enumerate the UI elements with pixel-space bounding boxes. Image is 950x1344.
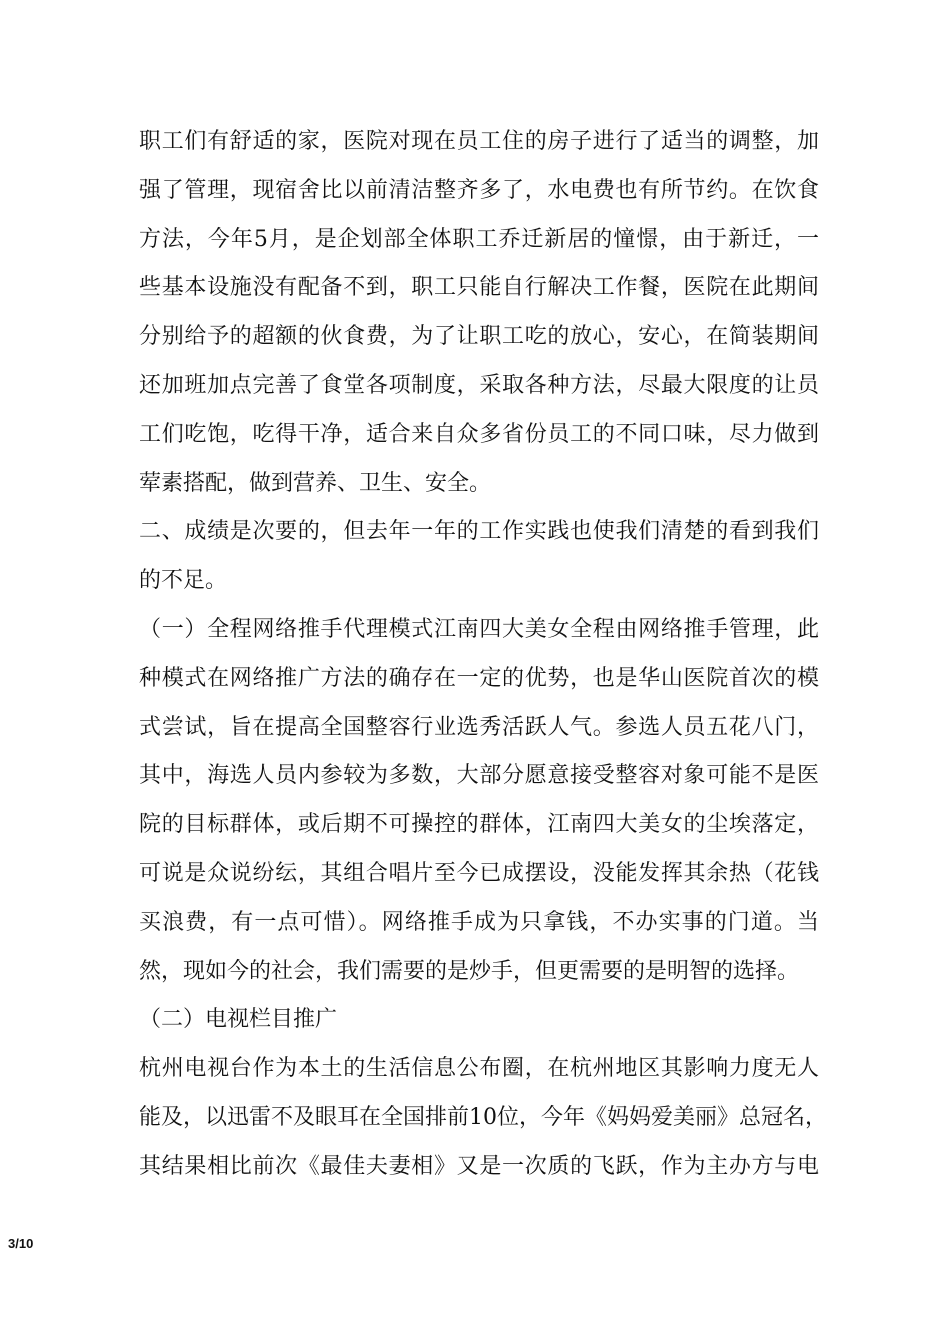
page-number: 3/10 [8,1236,34,1251]
document-body [139,118,827,1192]
text-line: 荤素搭配，做到营养、卫生、安全。 [139,470,492,496]
text-line: （一）全程网络推手代理模式江南四大美女全程由网络推手管理，此 [139,616,819,642]
text-line: 杭州电视台作为本土的生活信息公布圈，在杭州地区其影响力度无人 [139,1056,819,1082]
text-line: 职工们有舒适的家，医院对现在员工住的房子进行了适当的调整，加 [139,129,819,154]
text-line: 可说是众说纷纭，其组合唱片至今已成摆设，没能发挥其余热（花钱 [139,860,819,886]
text-line: 强了管理，现宿舍比以前清洁整齐多了，水电费也有所节约。在饮食 [139,177,819,203]
text-line: 然，现如今的社会，我们需要的是炒手，但更需要的是明智的选择。 [139,958,800,984]
text-line: 能及，以迅雷不及眼耳在全国排前10位，今年《妈妈爱美丽》总冠名， [139,1104,827,1130]
text-line: 的不足。 [139,568,228,594]
text-line: 其结果相比前次《最佳夫妻相》又是一次质的飞跃，作为主办方与电 [139,1153,819,1179]
text-line: 工们吃饱，吃得干净，适合来自众多省份员工的不同口味，尽力做到 [139,421,819,447]
text-line: 方法，今年5月，是企划部全体职工乔迁新居的憧憬，由于新迁，一 [139,226,819,252]
text-line: 买浪费，有一点可惜）。网络推手成为只拿钱，不办实事的门道。当 [139,909,819,935]
text-line: 其中，海选人员内参较为多数，大部分愿意接受整容对象可能不是医 [139,763,819,789]
text-line: 式尝试，旨在提高全国整容行业选秀活跃人气。参选人员五花八门， [139,714,819,740]
text-line: 院的目标群体，或后期不可操控的群体，江南四大美女的尘埃落定， [139,812,819,838]
text-line: 种模式在网络推广方法的确存在一定的优势，也是华山医院首次的模 [139,665,819,691]
text-line: 些基本设施没有配备不到，职工只能自行解决工作餐，医院在此期间 [139,275,819,301]
text-line: 还加班加点完善了食堂各项制度，采取各种方法，尽最大限度的让员 [139,372,819,398]
section-heading: （二）电视栏目推广 [139,1007,338,1033]
text-line: 分别给予的超额的伙食费，为了让职工吃的放心，安心，在简装期间 [139,324,819,350]
text-line: 二、成绩是次要的，但去年一年的工作实践也使我们清楚的看到我们 [139,519,819,545]
